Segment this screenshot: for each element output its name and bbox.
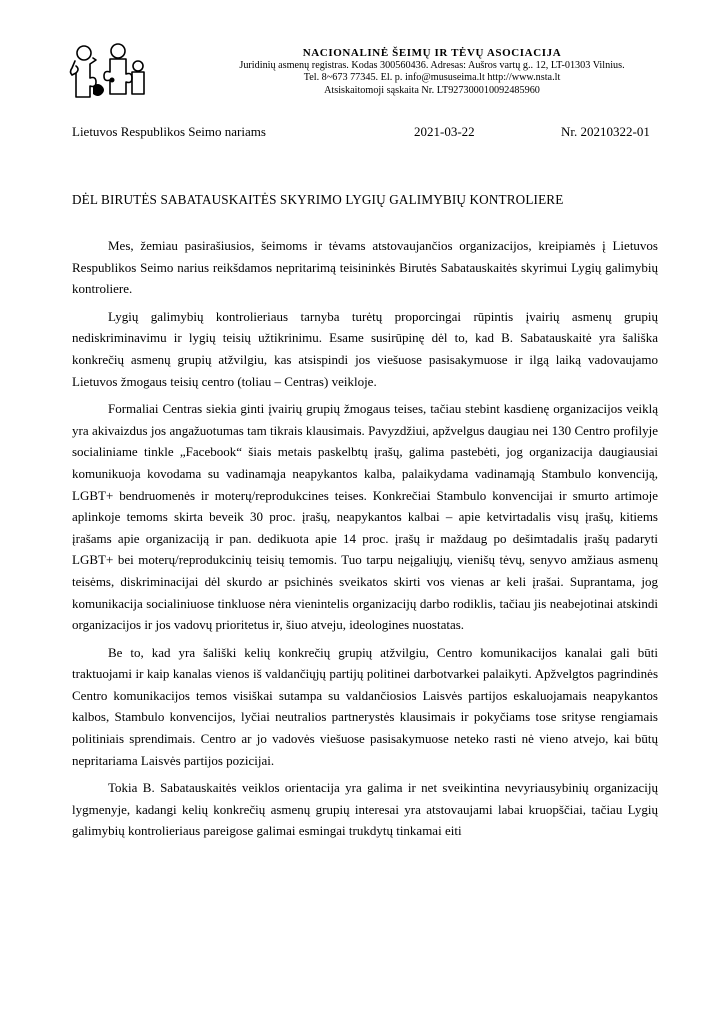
- paragraph: Lygių galimybių kontrolieriaus tarnyba turėtų proporcingai rūpintis įvairių asmenų grupių nediskriminavimu ir lygių teisių užtikrinimu. Esame susirūpinę dėl to, kad B. Sabatauskaitė yra šališka konkrečių asmenų grupių atžvilgiu, kas atsispindi jos viešuose pasisakymuose ir ilgą laiką vadovaujamo Lietuvos žmogaus teisių centro (toliau – Centras) veikloje.: [72, 308, 658, 389]
- paragraph: Be to, kad yra šališki kelių konkrečių grupių atžvilgiu, Centro komunikacijos kanalai gali būti traktuojami ir kaip kanalas vienos iš valdančiųjų partijų politinei darbotvarkei palaikyti. Apžvelgtos pagrindinės Centro komunikacijos temos visiškai sutampa su valdančiosios Laisvės partijos eskaluojamais neapykantos kalbos, Stambulo konvencijos, lyčiai neutralios partnerystės klausimais ir pokyčiams tose srityse rengiamais politiniais sprendimais. Centro ar jo vadovės viešuose pasisakymuose neteko rasti nė vieno atvejo, kai būtų nepritariama Laisvės partijos pozicijai.: [72, 644, 658, 768]
- letter-body: [72, 235, 658, 848]
- bank-account-line: Atsiskaitomoji sąskaita Nr. LT927300010092485960: [324, 84, 540, 96]
- organization-header: [172, 47, 692, 97]
- paragraph: Mes, žemiau pasirašiusios, šeimoms ir tėvams atstovaujančios organizacijos, kreipiamės į Lietuvos Respublikos Seimo narius reikšdamos nepritarimą teisininkės Birutės Sabatauskaitės skyrimui Lygių galimybių kontroliere.: [72, 238, 658, 297]
- letter-number: Nr. 20210322-01: [561, 124, 650, 139]
- paragraph: Tokia B. Sabatauskaitės veiklos orientacija yra galima ir net sveikintina nevyriausybinių organizacijų lygmenyje, kadangi kelių konkrečių asmenų grupių interesai yra atstovaujami labai kruopščiai, tačiau Lygių galimybių kontrolieriaus pareigose galimai esmingai trukdytų tinkamai eiti: [72, 780, 658, 839]
- family-puzzle-logo: [66, 42, 150, 102]
- paragraph: Formaliai Centras siekia ginti įvairių grupių žmogaus teises, tačiau stebint kasdienę organizacijos veiklą yra akivaizdus jos angažuotumas tam tikrais klausimais. Pavyzdžiui, apžvelgus daugiau nei 130 Centro profilyje socialiniame tinkle „Facebook“ šiais metais paskelbtų įrašų, galima pastebėti, jog organizacija daugiausiai komunikuoja kovodama su vadinamąja neapykantos kalba, palaikydama vadinamąją Stambulo konvenciją, LGBT+ bendruomenės ir moterų/reprodukcines teises. Konkrečiai Stambulo konvencijai ir smurto artimoje aplinkoje temoms skirta beveik 30 proc. įrašų, neapykantos kalbai – apie ketvirtadalis visų įrašų, kitiems įrašams apie organizaciją ir pan. dedikuota apie 14 proc. įrašų ir maždaug po dešimtadalis įrašų padaryti LGBT+ bei moterų/reprodukcinių teisių temomis. Tuo tarpu neįgaliųjų, vienišų tėvų, senyvo amžiaus asmenų teisėms, diskriminacijai dėl skurdo ar psichinės sveikatos skirti vos vienas ar keli įrašai. Suprantama, jog komunikacija socialiniuose tinkluose nėra vienintelis organizacijų darbo rodiklis, tačiau jis neabejotinai atskindi organizacijos ir jos vadovų prioritetus ir, šiuo atveju, ideologines nuostatas.: [72, 401, 658, 633]
- contact-line: Tel. 8~673 77345. El. p. info@mususeima.lt http://www.nsta.lt: [303, 72, 561, 84]
- recipient: Lietuvos Respublikos Seimo nariams: [72, 124, 266, 139]
- organization-name: NACIONALINĖ ŠEIMŲ IR TĖVŲ ASOCIACIJA: [302, 47, 562, 59]
- registry-address-line: Juridinių asmenų registras. Kodas 300560436. Adresas: Aušros vartų g.. 12, LT-01303 Vilnius.: [239, 59, 625, 71]
- letter-subject: DĖL BIRUTĖS SABATAUSKAITĖS SKYRIMO LYGIŲ GALIMYBIŲ KONTROLIERE: [72, 192, 564, 207]
- letter-date: 2021-03-22: [414, 124, 475, 139]
